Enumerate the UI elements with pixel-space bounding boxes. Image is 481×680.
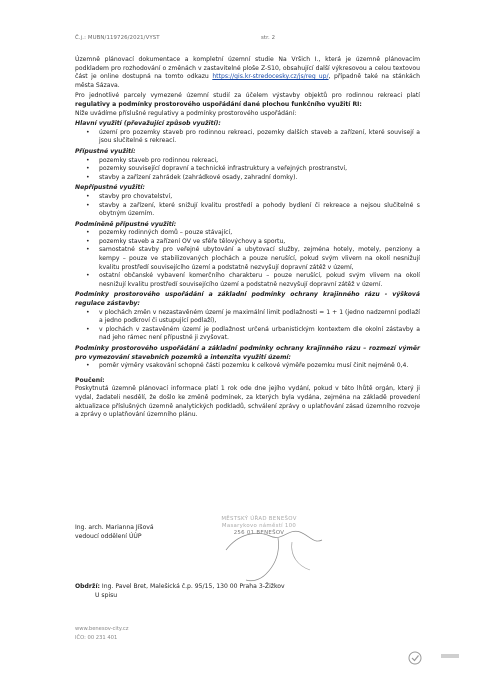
- intro-text: Územně plánovací dokumentace a kompletní územní studie Na Vršich I., která je územně plánovacím podkladem pro rozhodování o změnách v zastavitelné ploše Z-S10, obsahující další výkresovou a celou textovou část je online dostupná na tomto odkazu: [75, 56, 420, 81]
- section-heading: Podmínky prostorového uspořádání a základní podmínky ochrany krajinného rázu - výšková regulace zástavby:: [75, 291, 420, 308]
- signatory-block: [75, 524, 154, 541]
- list-item: • ostatní občanské vybavení komerčního charakteru – pouze nerušící, pokud svým vlivem na okolí nesnižují kvalitu prostředí souvisejícího území a podstatně nezvyšují dopravní zátěž v území.: [75, 272, 420, 289]
- page-number: str. 2: [261, 35, 276, 41]
- section-heading: Hlavní využití (převažující způsob využití):: [75, 120, 221, 128]
- notice-text: Poskytnutá územně plánovací informace platí 1 rok ode dne jejího vydání, pokud v této lhůtě orgán, který ji vydal, žadateli nesdělí, že došlo ke změně podmínek, za kterých byla vydána, zejména na základě provedení aktualizace příslušných územně analytických podkladů, schválení zprávy o uplatňování zásad územního rozvoje a zprávy o uplatňování územního plánu.: [75, 385, 420, 419]
- list-item: • samostatné stavby pro veřejné ubytování a ubytovací služby, zejména hotely, motely, penziony a kempy – pouze ve stabilizovaných plochách a pouze nerušící, pokud svým vlivem na okolí nesnižují kvalitu prostředí souvisejícího území a podstatně nezvyšují dopravní zátěž v území,: [75, 246, 420, 272]
- recipient-address: Ing. Pavel Bret, Malešická č.p. 95/15, 130 00 Praha 3-Žižkov: [99, 583, 285, 590]
- regulation-text: Pro jednotlivé parcely vymezené územní studií za účelem výstavby objektů pro rodinnou rekreaci platí: [75, 92, 420, 100]
- gis-link[interactable]: https://gis.kr-stredocesky.cz/js/reg_up/: [212, 73, 329, 81]
- regulation-intro: Níže uvádíme příslušné regulativy a podmínky prostorového uspořádání:: [75, 109, 297, 117]
- benesov-city-logo-icon: [408, 651, 422, 665]
- regulation-sections: [75, 120, 420, 371]
- handwritten-signature-icon: [218, 522, 328, 584]
- regulation-bold: regulativy a podmínky prostorového uspořádání dané plochou funkčního využití RI:: [75, 100, 362, 108]
- footer-bar: [441, 654, 459, 658]
- section-list: [75, 362, 420, 371]
- recipient-line-1: [75, 583, 285, 592]
- intro-paragraph: [75, 56, 420, 90]
- signatory-role: vedoucí oddělení ÚÚP: [75, 532, 142, 540]
- section-list: [75, 309, 420, 343]
- section-list: [75, 129, 420, 146]
- list-item: • území pro pozemky staveb pro rodinnou rekreaci, pozemky dalších staveb a zařízení, které souvisejí a jsou slučitelné s rekreací.: [75, 129, 420, 146]
- list-item: • pozemky rodinných domů – pouze stávající,: [75, 229, 420, 238]
- recipient-line-2: U spisu: [95, 591, 118, 599]
- page-footer: [75, 625, 128, 643]
- stamp-line-1: MĚSTSKÝ ÚŘAD BENEŠOV: [221, 516, 297, 522]
- section-heading: Podmíněně přípustné využití:: [75, 220, 177, 228]
- list-item: • stavby a zařízení, které snižují kvalitu prostředí a pohody bydlení či rekreace a nejsou slučitelné s obytným územím.: [75, 202, 420, 219]
- document-body: [75, 56, 420, 420]
- list-item: • stavby pro chovatelství,: [75, 193, 420, 202]
- intro-text-end: , případně také na stánkách města Sázava.: [75, 73, 420, 89]
- recipients-label: Obdrží:: [75, 583, 100, 590]
- section-heading: Přípustné využití:: [75, 147, 136, 155]
- recipients-block: [75, 583, 285, 600]
- list-item: • pozemky staveb a zařízení OV ve sféře tělovýchovy a sportu,: [75, 238, 420, 247]
- signatory-name: Ing. arch. Marianna Jíšová: [75, 524, 154, 531]
- section-list: [75, 157, 420, 183]
- section-heading: Nepřípustné využití:: [75, 184, 145, 192]
- footer-ico: IČO: 00 231 401: [75, 635, 118, 641]
- list-item: • poměr výměry vsakování schopné části pozemku k celkové výměře pozemku musí činit nejméně 0,4.: [75, 362, 420, 371]
- list-item: • pozemky staveb pro rodinnou rekreaci,: [75, 157, 420, 166]
- page-header: [75, 35, 276, 41]
- section-list: [75, 229, 420, 289]
- section-list: [75, 193, 420, 219]
- list-item: • pozemky související dopravní a technické infrastruktury a veřejných prostranství,: [75, 165, 420, 174]
- regulation-paragraph: [75, 92, 420, 109]
- stamp-line-2: Masarykovo náměstí 100: [221, 523, 297, 529]
- list-item: • v plochách změn v nezastavěném území je maximální limit podlažnosti = 1 + 1 (jedno nadzemní podlaží a jedno podkroví či ustupující podlaží),: [75, 309, 420, 326]
- notice-heading: Poučení:: [75, 376, 105, 384]
- footer-web[interactable]: www.benesov-city.cz: [75, 626, 129, 632]
- stamp-line-3: 256 01 BENEŠOV: [233, 530, 285, 536]
- reference-number: Č.j.: MUBN/119726/2021/VYST: [75, 35, 160, 41]
- list-item: • stavby a zařízení zahrádek (zahrádkové osady, zahradní domky).: [75, 174, 420, 183]
- list-item: • v plochách v zastavěném území je podlažnost určená urbanistickým kontextem dle okolní zástavby a nad jeho rámec není přípustné ji zvyšovat.: [75, 326, 420, 343]
- section-heading: Podmínky prostorového uspořádání a základní podmínky ochrany krajinného rázu – rozmezí výměr pro vymezování stavebních pozemků a intenzita využití území:: [75, 345, 420, 361]
